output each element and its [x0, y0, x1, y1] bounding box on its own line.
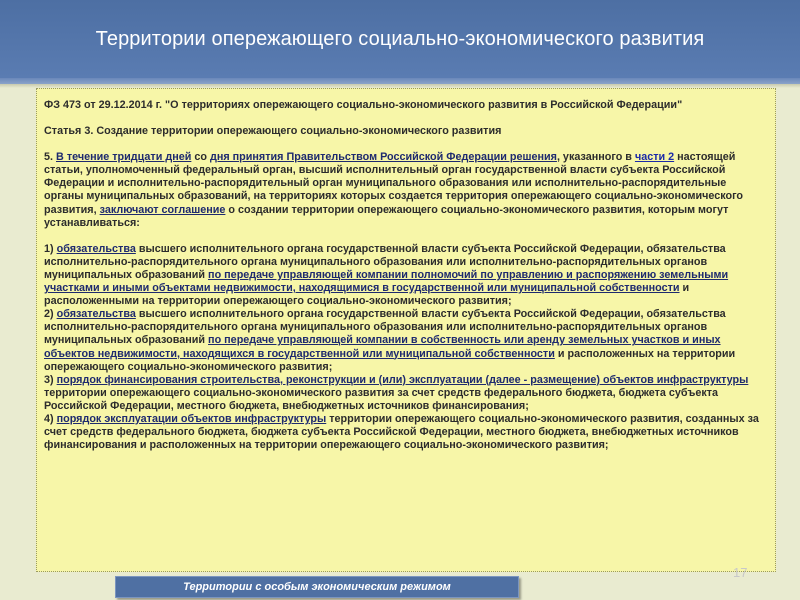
p5-text-f: настоящей статьи, уполномоченный федеральный орган, высший исполнительный орган государственной власти субъекта Российской Федерации и исполнительно-распорядительный орган муниципального образования или исполнительно-распорядительные органы муниципальных образований, на территориях которых создается территория опережающего социально-экономического развития, — [44, 151, 744, 216]
footer-label: Территории с особым экономическим режимом — [183, 581, 451, 593]
list-item-2 — [44, 308, 768, 373]
item2-text-d: и расположенных на территории опережающего социально-экономического развития; — [44, 347, 736, 373]
item3-link-financing[interactable]: порядок финансирования строительства, реконструкции и (или) эксплуатации (далее - размещение) объектов инфраструктуры — [56, 373, 749, 386]
item1-text-d: и расположенными на территории опережающего социально-экономического развития; — [44, 282, 690, 308]
list-item-3 — [44, 374, 768, 413]
item2-link-obligations[interactable]: обязательства — [56, 308, 136, 321]
item3-number: 3) — [44, 373, 57, 386]
item2-link-transfer[interactable]: по передаче управляющей компании в собственность или аренду земельных участков и иных объектов недвижимости, находящихся в государственной или муниципальной собственности — [44, 334, 721, 360]
p5-text-b: со — [191, 151, 210, 164]
slide-title: Территории опережающего социально-экономического развития — [95, 28, 705, 50]
item2-number: 2) — [44, 308, 57, 321]
item1-link-obligations[interactable]: обязательства — [56, 242, 136, 255]
item1-number: 1) — [44, 242, 57, 255]
item4-number: 4) — [44, 412, 57, 425]
list-item-1 — [44, 243, 768, 308]
article-heading: Статья 3. Создание территории опережающего социально-экономического развития — [44, 125, 502, 138]
p5-link-part-2[interactable]: части 2 — [634, 151, 675, 164]
slide-header — [0, 0, 800, 84]
p5-link-thirty-days[interactable]: В течение тридцати дней — [56, 151, 192, 164]
p5-text-h: о создании территории опережающего социально-экономического развития, которым могут устанавливаться: — [44, 203, 729, 229]
p5-text-d: , указанного в — [556, 151, 635, 164]
p5-link-agreement[interactable]: заключают соглашение — [99, 203, 226, 216]
document-text — [44, 99, 768, 452]
p5-link-decision[interactable]: дня принятия Правительством Российской Федерации решения — [209, 151, 557, 164]
law-reference: ФЗ 473 от 29.12.2014 г. "О территориях опережающего социально-экономического развития в Российской Федерации" — [44, 99, 683, 111]
page-number: 17 — [733, 565, 748, 580]
list-item-4 — [44, 413, 768, 452]
item1-text-b: высшего исполнительного органа государственной власти субъекта Российской Федерации, обязательства исполнительно-распорядительного органа муниципального образования или исполнительно-распорядительных органов муниципальных образований — [44, 242, 726, 281]
footer-nav-button[interactable] — [115, 576, 519, 598]
paragraph-5 — [44, 151, 768, 230]
item1-link-transfer[interactable]: по передаче управляющей компании полномочий по управлению и распоряжению земельными участками и иными объектами недвижимости, находящимися в государственной или муниципальной собственности — [44, 268, 729, 295]
item3-text-b: территории опережающего социально-экономического развития за счет средств федерального бюджета, бюджета субъекта Российской Федерации, местного бюджета, внебюджетных источников финансирования; — [44, 386, 719, 412]
item2-text-b: высшего исполнительного органа государственной власти субъекта Российской Федерации, обязательства исполнительно-распорядительного органа муниципального образования или исполнительно-распорядительных органов муниципальных образований — [44, 308, 726, 347]
item4-text-b: территории опережающего социально-экономического развития, созданных за счет средств федерального бюджета, бюджета субъекта Российской Федерации, местного бюджета, внебюджетных источников финансирования и расположенных на территории опережающего социально-экономического развития; — [44, 412, 759, 452]
item4-link-operation[interactable]: порядок эксплуатации объектов инфраструктуры — [56, 412, 327, 425]
p5-number: 5. — [44, 151, 57, 164]
